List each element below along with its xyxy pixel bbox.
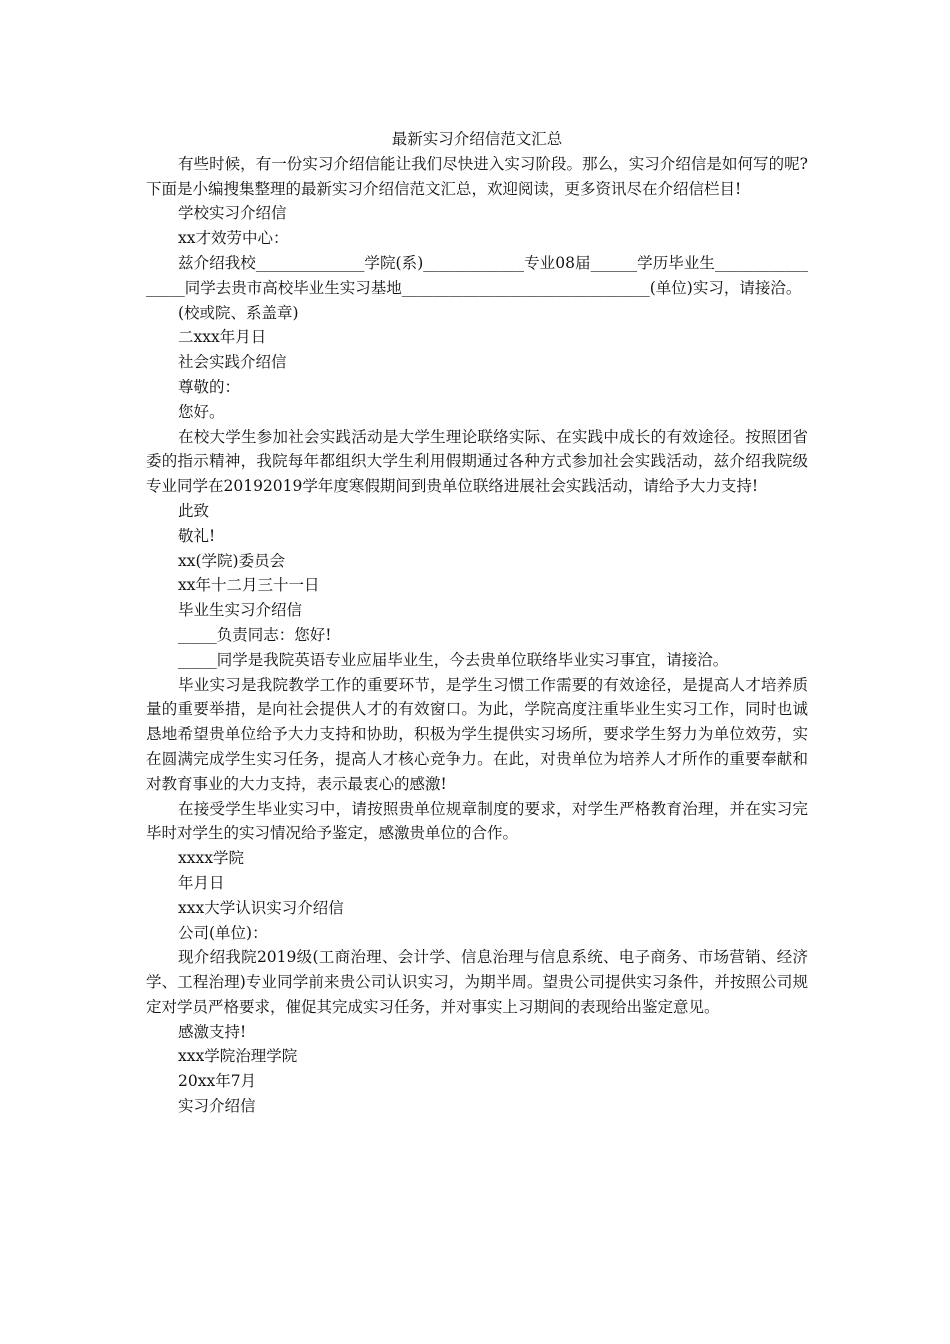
- document-title: 最新实习介绍信范文汇总: [391, 130, 563, 148]
- paragraph: _____负责同志：您好!: [178, 625, 332, 644]
- paragraph: xxxx学院: [178, 849, 244, 868]
- document-body: [146, 127, 808, 1119]
- paragraph-list: [146, 152, 808, 1119]
- paragraph: xxx大学认识实习介绍信: [178, 898, 344, 917]
- paragraph: (校或院、系盖章): [178, 303, 299, 322]
- paragraph: xx年十二月三十一日: [178, 576, 320, 595]
- paragraph: 毕业实习是我院教学工作的重要环节，是学生习惯工作需要的有效途径，是提高人才培养质量的重要举措，是向社会提供人才的有效窗口。为此，学院高度注重毕业生实习工作，同时也诚恳地希望贵单位给予大力支持和协助，积极为学生提供实习场所，要求学生努力为单位效劳，实在圆满完成学生实习任务，提高人才核心竞争力。在此，对贵单位为培养人才所作的重要奉献和对教育事业的大力支持，表示最衷心的感激!: [146, 675, 808, 793]
- paragraph: 现介绍我院2019级(工商治理、会计学、信息治理与信息系统、电子商务、市场营销、经济学、工程治理)专业同学前来贵公司认识实习，为期半周。望贵公司提供实习条件，并按照公司规定对学员严格要求，催促其完成实习任务，并对事实上习期间的表现给出鉴定意见。: [146, 948, 808, 1016]
- paragraph: 此致: [178, 501, 210, 520]
- paragraph: 二xxx年月日: [178, 328, 267, 347]
- paragraph: 兹介绍我校______________学院(系)_____________专业08届______学历毕业生_________________同学去贵市高校毕业生实习基地________________________________(单位)实习，请接洽。: [146, 253, 808, 297]
- paragraph: 实习介绍信: [178, 1097, 256, 1116]
- paragraph: 社会实践介绍信: [178, 353, 287, 372]
- paragraph: 20xx年7月: [178, 1072, 257, 1091]
- paragraph: 年月日: [178, 873, 225, 892]
- paragraph: xx才效劳中心：: [178, 229, 289, 248]
- paragraph: 有些时候，有一份实习介绍信能让我们尽快进入实习阶段。那么，实习介绍信是如何写的呢?下面是小编搜集整理的最新实习介绍信范文汇总，欢迎阅读，更多资讯尽在介绍信栏目!: [146, 154, 808, 198]
- paragraph: 敬礼!: [178, 526, 216, 545]
- paragraph: 公司(单位)：: [178, 923, 268, 942]
- paragraph: 您好。: [178, 402, 225, 421]
- paragraph: 尊敬的：: [178, 377, 241, 396]
- paragraph: 感激支持!: [178, 1022, 247, 1041]
- paragraph: xx(学院)委员会: [178, 551, 286, 570]
- paragraph: _____同学是我院英语专业应届毕业生，今去贵单位联络毕业实习事宜，请接洽。: [178, 650, 729, 669]
- paragraph: xxx学院治理学院: [178, 1047, 298, 1066]
- paragraph: 在接受学生毕业实习中，请按照贵单位规章制度的要求，对学生严格教育治理，并在实习完毕时对学生的实习情况给予鉴定，感激贵单位的合作。: [146, 799, 808, 843]
- paragraph: 在校大学生参加社会实践活动是大学生理论联络实际、在实践中成长的有效途径。按照团省委的指示精神，我院每年都组织大学生利用假期通过各种方式参加社会实践活动，兹介绍我院级专业同学在20192019学年度寒假期间到贵单位联络进展社会实践活动，请给予大力支持!: [146, 427, 808, 496]
- paragraph: 毕业生实习介绍信: [178, 601, 303, 620]
- paragraph: 学校实习介绍信: [178, 204, 287, 223]
